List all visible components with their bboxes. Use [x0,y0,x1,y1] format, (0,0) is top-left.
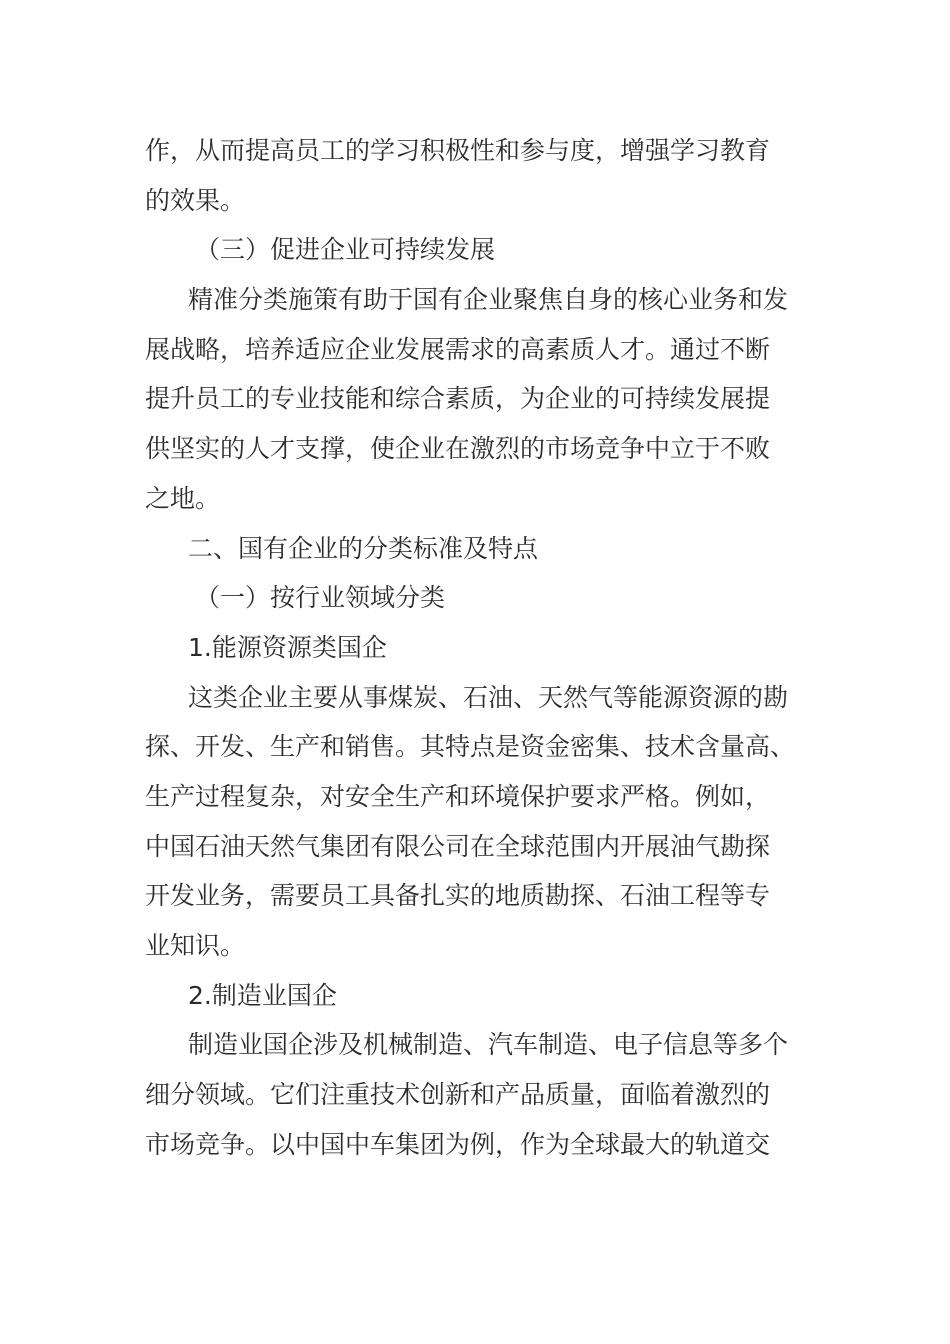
paragraph-line: 提升员工的专业技能和综合素质，为企业的可持续发展提 [145,384,771,414]
paragraph-line: 探、开发、生产和销售。其特点是资金密集、技术含量高、 [145,732,796,762]
paragraph-line: 作，从而提高员工的学习积极性和参与度，增强学习教育 [145,136,771,165]
paragraph-line: 业知识。 [145,931,246,960]
subsection-heading: （三）促进企业可持续发展 [195,235,496,265]
paragraph-line: 中国石油天然气集团有限公司在全球范围内开展油气勘探 [145,831,771,861]
paragraph-line: 供坚实的人才支撑，使企业在激烈的市场竞争中立于不败 [145,434,771,464]
paragraph-line: 开发业务，需要员工具备扎实的地质勘探、石油工程等专 [145,881,771,911]
paragraph-line: 精准分类施策有助于国有企业聚焦自身的核心业务和发 [188,285,789,315]
item-heading: 2.制造业国企 [188,980,337,1010]
paragraph-line: 市场竞争。以中国中车集团为例，作为全球最大的轨道交 [145,1129,771,1159]
subsection-heading: （一）按行业领域分类 [195,583,446,613]
document-body [145,126,805,1169]
paragraph-line: 展战略，培养适应企业发展需求的高素质人才。通过不断 [145,334,771,364]
item-heading: 1.能源资源类国企 [188,632,387,662]
paragraph-line: 细分领域。它们注重技术创新和产品质量，面临着激烈的 [145,1080,771,1110]
paragraph-line: 制造业国企涉及机械制造、汽车制造、电子信息等多个 [188,1030,789,1060]
paragraph-line: 之地。 [145,483,221,513]
paragraph-line: 生产过程复杂，对安全生产和环境保护要求严格。例如， [145,781,771,811]
paragraph-line: 这类企业主要从事煤炭、石油、天然气等能源资源的勘 [188,682,789,712]
section-heading: 二、国有企业的分类标准及特点 [188,533,539,563]
paragraph-line: 的效果。 [145,185,246,215]
